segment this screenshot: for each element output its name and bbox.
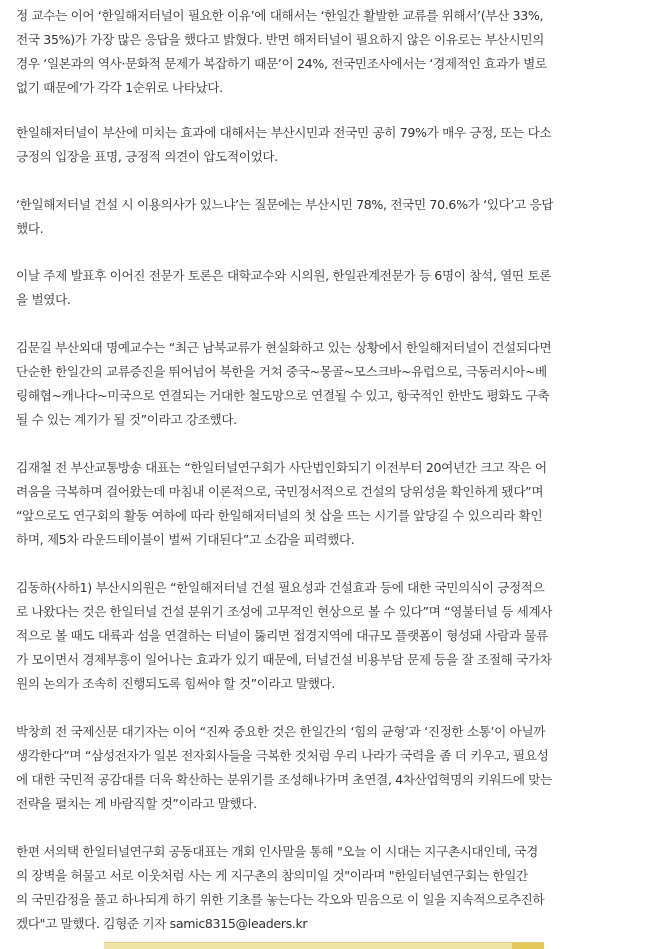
text-line: 전략을 펼치는 게 바람직할 것”이라고 말했다.	[16, 796, 257, 811]
text-line: 가 모이면서 경제부흥이 일어나는 효과가 있기 때문에, 터널건설 비용부담 문제 등을 잘 조절해 국가차	[16, 652, 552, 667]
text-line: 로 나왔다는 것은 한일터널 건설 분위기 조성에 고무적인 현상으로 볼 수 있다”며 “영불터널 등 세계사	[16, 604, 553, 619]
text-line: 적으로 볼 때도 대륙과 섬을 연결하는 터널이 뚫리면 접경지역에 대규모 플랫폼이 형성돼 사람과 물류	[16, 628, 548, 643]
paragraph-kim-dongha	[16, 576, 646, 696]
text-line: 김재철 전 부산교통방송 대표는 “한일터널연구회가 사단법인화되기 이전부터 20여년간 크고 작은 어	[16, 460, 547, 475]
paragraph-kim-mungil	[16, 336, 646, 432]
text-line: 한일해저터널이 부산에 미치는 효과에 대해서는 부산시민과 전국민 공히 79%가 매우 긍정, 또는 다소	[16, 125, 552, 140]
text-line: 없기 때문에’가 각각 1순위로 나타났다.	[16, 80, 223, 95]
text-line: 이날 주제 발표후 이어진 전문가 토론은 대학교수와 시의원, 한일관계전문가 등 6명이 참석, 열띤 토론	[16, 268, 552, 283]
text-line: 려움을 극복하며 걸어왔는데 마침내 이론적으로, 국민정서적으로 건설의 당위성을 확인하게 됐다”며	[16, 484, 544, 499]
text-line: 에 대한 국민적 공감대를 더욱 확산하는 분위기를 조성해나가며 초연결, 4차산업혁명의 키워드에 맞는	[16, 772, 552, 787]
paragraph-survey-reasons	[16, 4, 646, 100]
paragraph-busan-effect	[16, 121, 646, 169]
bottom-banner-accent	[512, 943, 544, 949]
text-line: 하며, 제5차 라운드테이블이 벌써 기대된다”고 소감을 피력했다.	[16, 532, 355, 547]
text-line: 링해협~캐나다~미국으로 연결되는 거대한 철도망으로 연결될 수 있고, 항국적인 한반도 평화도 구축	[16, 388, 550, 403]
text-line: 단순한 한일간의 교류증진을 뛰어넘어 북한을 거쳐 중국~몽골~모스크바~유럽으로, 극동러시아~베	[16, 364, 547, 379]
paragraph-seo-uitaek	[16, 840, 646, 936]
paragraph-kim-jaecheol	[16, 456, 646, 552]
text-line: 을 벌였다.	[16, 292, 71, 307]
text-line: 경우 ‘일본과의 역사·문화적 문제가 복잡하기 때문’이 24%, 전국민조사에서는 ‘경제적인 효과가 별로	[16, 56, 547, 71]
text-line: 김동하(사하1) 부산시의원은 “한일해저터널 건설 필요성과 건설효과 등에 대한 국민의식이 긍정적으	[16, 580, 545, 595]
text-line: 정 교수는 이어 ‘한일해저터널이 필요한 이유’에 대해서는 ‘한일간 활발한 교류를 위해서’(부산 33%,	[16, 8, 544, 23]
text-line: 될 수 있는 계기가 될 것”이라고 강조했다.	[16, 412, 237, 427]
text-line: 김문길 부산외대 명예교수는 “최근 남북교류가 현실화하고 있는 상황에서 한일해저터널이 건설되다면	[16, 340, 552, 355]
text-line: 의 장벽을 허물고 서로 이웃처럼 사는 게 지구촌의 참의미일 것"이라며 "한일터널연구회는 한일간	[16, 868, 528, 883]
text-line: 의 국민감정을 풀고 하나되게 하기 위한 기초를 놓는다는 각오와 믿음으로 이 일을 지속적으로추진하	[16, 892, 545, 907]
paragraph-usage-intent	[16, 193, 646, 241]
text-line: 생각한다”며 “삼성전자가 일본 전자회사들을 극복한 것처럼 우리 나라가 국력을 좀 더 키우고, 필요성	[16, 748, 549, 763]
text-line: 원의 논의가 조속히 진행되도록 힘써야 할 것”이라고 말했다.	[16, 676, 335, 691]
text-line: 했다.	[16, 221, 44, 236]
text-line: “앞으로도 연구회의 활동 여하에 따라 한일해저터널의 첫 삽을 뜨는 시기를 앞당길 수 있으리라 확인	[16, 508, 543, 523]
text-line: 한편 서의택 한일터널연구회 공동대표는 개회 인사말을 통해 "오늘 이 시대는 지구촌시대인데, 국경	[16, 844, 538, 859]
text-line: 겠다"고 말했다. 김형준 기자 samic8315@leaders.kr	[16, 916, 308, 931]
text-line: ‘한일해저터널 건설 시 이용의사가 있느냐’는 질문에는 부산시민 78%, 전국민 70.6%가 ‘있다’고 응답	[16, 197, 554, 212]
text-line: 박창희 전 국제신문 대기자는 이어 “진짜 중요한 것은 한일간의 ‘힘의 균형’과 ‘진정한 소통’이 아닐까	[16, 724, 546, 739]
text-line: 전국 35%)가 가장 많은 응답을 했다고 밝혔다. 반면 해저터널이 필요하지 않은 이유로는 부산시민의	[16, 32, 544, 47]
paragraph-park-changhee	[16, 720, 646, 816]
text-line: 긍정의 입장을 표명, 긍정적 의견이 압도적이었다.	[16, 149, 278, 164]
paragraph-expert-debate	[16, 264, 646, 312]
